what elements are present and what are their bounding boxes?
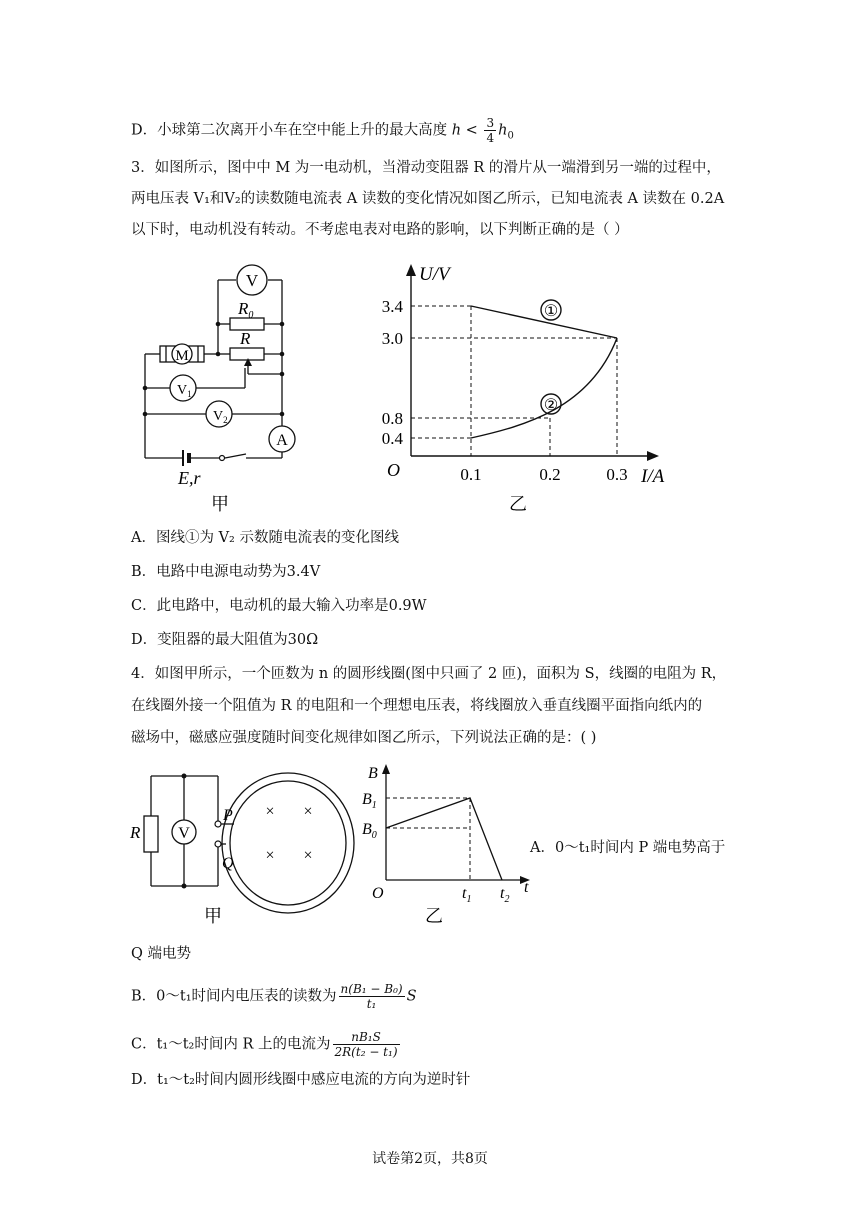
v1-sub: 1 <box>187 389 192 399</box>
graph-curve1-label: ① <box>543 303 559 320</box>
q2-option-d-var: h <box>451 122 462 139</box>
circuit-ammeter-label: A <box>276 432 288 449</box>
coil-r-label: R <box>130 823 141 842</box>
graph-y-axis-label: U/V <box>419 264 450 285</box>
t1-sub: 1 <box>466 894 472 905</box>
field-cross-mark: × <box>303 803 313 820</box>
q4-option-d: D．t₁～t₂时间内圆形线圈中感应电流的方向为逆时针 <box>131 1072 471 1088</box>
b0-sub: 0 <box>371 830 377 841</box>
graph-origin: O <box>387 460 400 480</box>
q4-option-a-part2: Q 端电势 <box>131 946 191 962</box>
t1-letter: t <box>462 885 467 902</box>
v2-letter: V <box>213 409 224 424</box>
q4-option-c-text: C．t₁～t₂时间内 R 上的电流为 <box>131 1036 331 1053</box>
q4-option-c <box>131 1030 402 1059</box>
q3-stem-line2: 两电压表 V₁和V₂的读数随电流表 A 读数的变化情况如图乙所示，已知电流表 A 读数在 0.2A <box>131 191 725 207</box>
b1-sub: 1 <box>371 800 377 811</box>
r0-sub: 0 <box>248 310 254 321</box>
graph-curve2-label: ② <box>543 397 559 414</box>
q4-option-c-fraction <box>333 1030 400 1059</box>
q3-option-d: D．变阻器的最大阻值为30Ω <box>131 632 319 648</box>
r0-letter: R <box>238 299 249 318</box>
q4-option-b-suffix: S <box>406 988 417 1005</box>
circuit-motor-label: M <box>175 348 189 364</box>
q3-option-a: A．图线①为 V₂ 示数随电流表的变化图线 <box>131 530 399 546</box>
q2-option-d-h0: h <box>498 122 508 139</box>
graph-curve-2 <box>471 338 617 438</box>
q2-option-d-h0-sub: 0 <box>507 130 514 142</box>
q4-option-b <box>131 982 417 1011</box>
frac-den: 4 <box>486 131 495 145</box>
coil-caption: 甲 <box>204 906 222 926</box>
b1-letter: B <box>362 791 372 808</box>
graph-xtick: 0.3 <box>606 465 628 484</box>
coil-voltmeter-label: V <box>178 825 190 842</box>
circuit-caption: 甲 <box>211 494 229 514</box>
q4-option-b-fraction <box>339 982 405 1011</box>
frac-den: t₁ <box>366 997 377 1011</box>
circuit-voltmeter-label: V <box>245 271 259 290</box>
q2-option-d-text: D．小球第二次离开小车在空中能上升的最大高度 <box>131 122 448 139</box>
field-cross-mark: × <box>303 847 313 864</box>
coil-q-label: Q <box>222 855 234 872</box>
graph-caption: 乙 <box>509 494 527 514</box>
q4-stem-line3: 磁场中，磁感应强度随时间变化规律如图乙所示，下列说法正确的是：( ) <box>131 730 597 746</box>
bt-origin: O <box>372 885 384 902</box>
q4-option-b-text: B．0～t₁时间内电压表的读数为 <box>131 988 337 1005</box>
frac-num: 3 <box>486 116 495 130</box>
t2-sub: 2 <box>504 894 510 905</box>
field-cross-mark: × <box>265 847 275 864</box>
bt-b1-label <box>362 791 377 811</box>
bt-b0-label <box>362 821 377 841</box>
q4-coil-circuit <box>128 764 373 926</box>
bt-t2-label <box>500 885 509 905</box>
circuit-r0-label <box>237 299 253 321</box>
q4-stem-line1: 4．如图甲所示，一个匝数为 n 的圆形线圈(图中只画了 2 匝)，面积为 S，线圈的电阻为 R， <box>131 666 727 682</box>
frac-den: 2R(t₂ − t₁) <box>334 1045 398 1059</box>
graph-xtick: 0.1 <box>460 465 482 484</box>
graph-ytick: 3.4 <box>381 297 403 316</box>
graph-xtick: 0.2 <box>539 465 561 484</box>
frac-num: n(B₁ − B₀) <box>340 982 403 996</box>
bt-x-axis-label: t <box>524 879 529 896</box>
bt-t1-label <box>462 885 471 905</box>
graph-ytick: 3.0 <box>381 329 403 348</box>
q4-stem-line2: 在线圈外接一个阻值为 R 的电阻和一个理想电压表，将线圈放入垂直线圈平面指向纸内的 <box>131 698 703 714</box>
q2-option-d <box>131 116 514 146</box>
circuit-source-label: E,r <box>178 468 201 488</box>
q3-ui-graph <box>355 258 685 516</box>
graph-x-axis-label: I/A <box>641 466 665 487</box>
graph-ytick: 0.4 <box>381 429 403 448</box>
circuit-r-label: R <box>240 329 251 348</box>
field-cross-mark: × <box>265 803 275 820</box>
bt-graph-line <box>386 798 502 880</box>
v1-letter: V <box>177 383 188 398</box>
q4-option-a-part1: A．0～t₁时间内 P 端电势高于 <box>530 840 726 856</box>
coil-p-label: P <box>223 807 233 824</box>
b0-letter: B <box>362 821 372 838</box>
q3-option-c: C．此电路中，电动机的最大输入功率是0.9W <box>131 598 427 614</box>
q3-stem-line1: 3．如图所示，图中中 M 为一电动机，当滑动变阻器 R 的滑片从一端滑到另一端的过程中， <box>131 160 721 176</box>
bt-caption: 乙 <box>425 906 443 926</box>
q4-bt-graph <box>360 758 535 928</box>
graph-ytick: 0.8 <box>381 409 403 428</box>
v2-sub: 2 <box>223 415 228 425</box>
bt-y-axis-label: B <box>368 765 378 782</box>
q2-option-d-fraction <box>484 116 496 145</box>
q2-option-d-lt: < <box>461 122 483 139</box>
q3-circuit-diagram <box>130 258 305 516</box>
page-footer: 试卷第2页，共8页 <box>372 1151 488 1167</box>
q3-stem-line3: 以下时，电动机没有转动。不考虑电表对电路的影响，以下判断正确的是（ ） <box>131 222 629 238</box>
t2-letter: t <box>500 885 505 902</box>
frac-num: nB₁S <box>333 1030 400 1045</box>
q3-option-b: B．电路中电源电动势为3.4V <box>131 564 321 580</box>
